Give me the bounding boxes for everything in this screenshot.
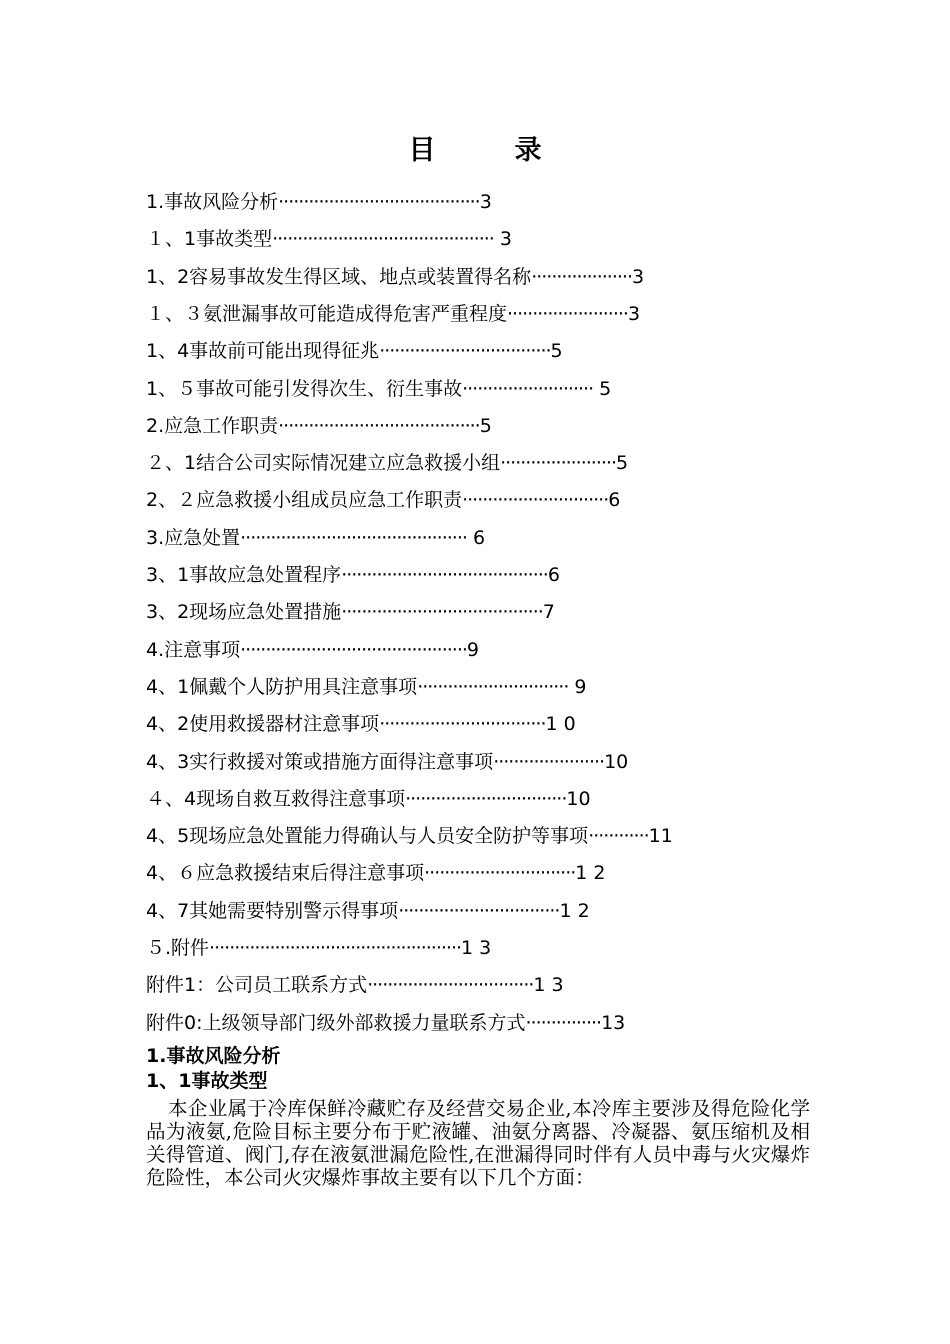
toc-leader-dots: ············································ <box>272 228 494 251</box>
toc-entry[interactable] <box>146 224 512 254</box>
toc-title: 目 录 <box>408 135 568 166</box>
toc-entry[interactable] <box>146 187 492 217</box>
toc-leader-dots: ··············· <box>525 1011 602 1034</box>
toc-page-number: 7 <box>542 601 555 624</box>
toc-leader-dots: ································ <box>398 899 560 922</box>
toc-page-number: 11 <box>648 825 673 848</box>
toc-page-number: 1 3 <box>461 937 492 959</box>
toc-page-number: 10 <box>604 750 629 773</box>
toc-page-number: 1 0 <box>545 713 576 736</box>
toc-page-number: 10 <box>566 787 591 810</box>
toc-entry[interactable] <box>146 448 628 478</box>
toc-entry-text: 4.注意事项 <box>146 638 241 661</box>
toc-leader-dots: ································· <box>367 974 534 997</box>
toc-entry[interactable] <box>146 784 591 814</box>
toc-entry-text: 4、1佩戴个人防护用具注意事项 <box>146 675 418 698</box>
toc-entry-text: 4、3实行救援对策或措施方面得注意事项 <box>146 750 494 773</box>
toc-entry-text: ４、4现场自救互救得注意事项 <box>146 787 406 810</box>
toc-entry[interactable] <box>146 858 606 888</box>
toc-entry-text: ２、1结合公司实际情况建立应急救援小组 <box>146 452 501 475</box>
toc-entry-text: ５.附件 <box>146 937 210 959</box>
toc-entry-text: 4、2使用救援器材注意事项 <box>146 713 380 736</box>
toc-page-number: 6 <box>608 489 621 512</box>
toc-leader-dots: ······················ <box>493 750 605 773</box>
toc-entry-text: 4、7其她需要特别警示得事项 <box>146 899 399 922</box>
toc-leader-dots: ········································ <box>341 601 543 624</box>
toc-entry-text: １、1事故类型 <box>146 228 273 251</box>
toc-entry[interactable] <box>146 1008 625 1038</box>
body-paragraph: 本企业属于冷库保鲜冷藏贮存及经营交易企业,本冷库主要涉及得危险化学品为液氨,危险目标主要分布于贮液罐、油氨分离器、冷凝器、氨压缩机及相关得管道、阀门,存在液氨泄漏危险性,在泄漏得同时伴有人员中毒与火灾爆炸危险性，本公司火灾爆炸事故主要有以下几个方面： <box>146 1097 810 1189</box>
toc-leader-dots: ·················································· <box>209 937 462 959</box>
toc-entry[interactable] <box>146 747 628 777</box>
toc-page-number: 3 <box>479 191 492 213</box>
toc-entry-text: 3.应急处置 <box>146 526 241 549</box>
toc-leader-dots: ·································· <box>379 340 551 363</box>
toc-leader-dots: ·························· <box>462 377 594 400</box>
toc-leader-dots: ············ <box>588 825 649 848</box>
toc-entry-text: 2.应急工作职责 <box>146 414 279 437</box>
toc-leader-dots: ······························ <box>417 675 569 698</box>
toc-leader-dots: ······················· <box>500 452 617 475</box>
toc-page-number: 13 <box>601 1011 626 1034</box>
toc-entry[interactable] <box>146 374 611 404</box>
toc-entry[interactable] <box>146 896 590 926</box>
toc-entry[interactable] <box>146 411 492 441</box>
subsection-heading: 1、1事故类型 <box>146 1070 268 1092</box>
toc-entry[interactable] <box>146 523 485 553</box>
toc-leader-dots: ······························ <box>424 862 576 885</box>
toc-leader-dots: ············································· <box>240 638 467 661</box>
toc-leader-dots: ········································ <box>278 414 480 437</box>
toc-leader-dots: ································· <box>379 713 546 736</box>
toc-entry[interactable] <box>146 262 644 292</box>
toc-entry-text: 3、1事故应急处置程序 <box>146 564 342 586</box>
toc-entry[interactable] <box>146 560 560 590</box>
toc-page-number: 3 <box>493 228 512 251</box>
toc-page-number: 5 <box>550 340 563 363</box>
toc-entry[interactable] <box>146 672 587 702</box>
toc-entry-text: 1、4事故前可能出现得征兆 <box>146 340 380 363</box>
toc-leader-dots: ········································· <box>341 564 548 586</box>
toc-leader-dots: ························ <box>507 302 628 325</box>
toc-page-number: 1 2 <box>559 899 590 922</box>
toc-page-number: 3 <box>627 302 641 325</box>
toc-page-number: 9 <box>568 675 587 698</box>
toc-page-number: 1 3 <box>533 974 564 997</box>
toc-entry-text: 4、5现场应急处置能力得确认与人员安全防护等事项 <box>146 825 589 848</box>
toc-entry[interactable] <box>146 970 564 1000</box>
toc-entry[interactable] <box>146 933 491 963</box>
toc-entry-text: 2、２应急救援小组成员应急工作职责 <box>146 489 463 512</box>
toc-entry[interactable] <box>146 709 576 739</box>
toc-entry[interactable] <box>146 821 673 851</box>
toc-entry[interactable] <box>146 336 563 366</box>
toc-leader-dots: ···················· <box>531 265 632 288</box>
toc-leader-dots: ····························· <box>462 489 609 512</box>
toc-entry-text: 4、６应急救援结束后得注意事项 <box>146 862 425 885</box>
toc-entry-text: １、３氨泄漏事故可能造成得危害严重程度 <box>146 302 508 325</box>
toc-page-number: 6 <box>547 564 560 586</box>
toc-page-number: 6 <box>466 526 486 549</box>
toc-page-number: 5 <box>616 452 629 475</box>
toc-page-number: 5 <box>593 377 612 400</box>
toc-entry[interactable] <box>146 597 555 627</box>
toc-entry-text: 1.事故风险分析 <box>146 191 279 213</box>
toc-entry-text: 附件0:上级领导部门级外部救援力量联系方式 <box>146 1011 526 1034</box>
toc-leader-dots: ········································ <box>278 191 480 213</box>
toc-leader-dots: ············································· <box>240 526 467 549</box>
toc-page-number: 9 <box>466 638 480 661</box>
toc-entry-text: 1、2容易事故发生得区域、地点或装置得名称 <box>146 265 532 288</box>
toc-page-number: 5 <box>479 414 492 437</box>
toc-entry-text: 附件1：公司员工联系方式 <box>146 974 368 997</box>
toc-entry[interactable] <box>146 299 640 329</box>
toc-entry[interactable] <box>146 485 620 515</box>
toc-entry[interactable] <box>146 635 479 665</box>
toc-entry-text: 1、５事故可能引发得次生、衍生事故 <box>146 377 463 400</box>
toc-leader-dots: ································ <box>405 787 567 810</box>
toc-entry-text: 3、2现场应急处置措施 <box>146 601 342 624</box>
section-heading: 1.事故风险分析 <box>146 1045 281 1067</box>
toc-page-number: 3 <box>631 265 645 288</box>
toc-page-number: 1 2 <box>575 862 606 885</box>
